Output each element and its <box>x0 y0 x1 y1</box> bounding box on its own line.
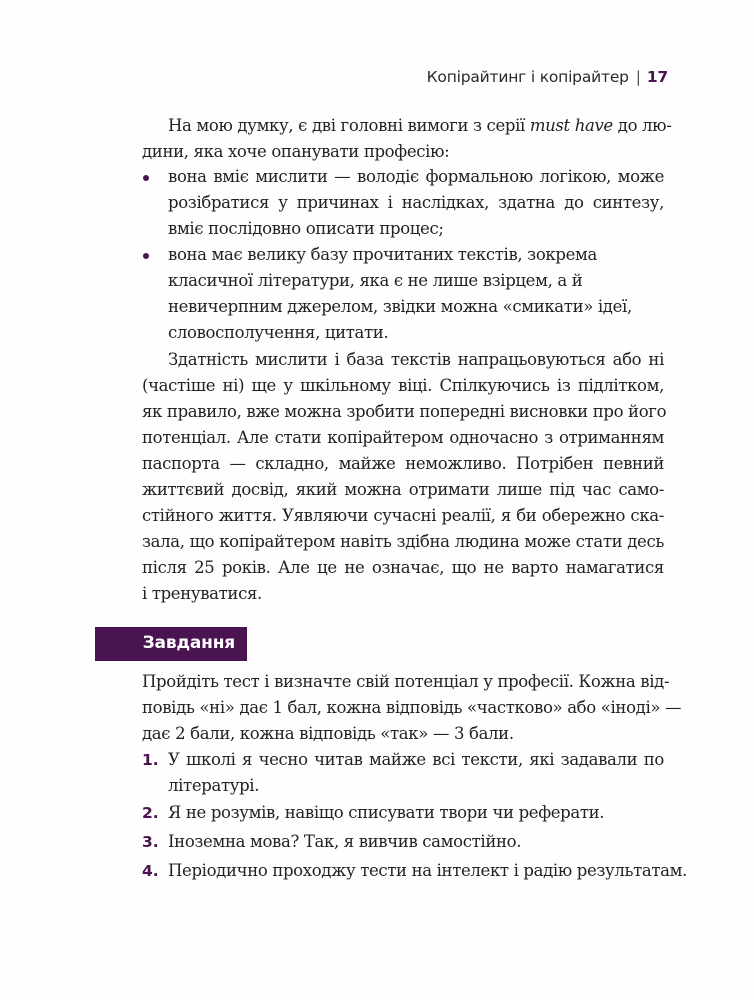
intro-line-2: дини, яка хоче опанувати професію: <box>142 142 450 161</box>
task-item-2-number: 2. <box>142 804 159 822</box>
task-heading: Завдання <box>142 633 235 653</box>
task-item-3-line-1: Іноземна мова? Так, я вивчив самостійно. <box>168 832 522 851</box>
bullet-1-line-1: вона вміє мислити — володіє формальною логікою, може <box>168 167 664 186</box>
task-item-2-line-1: Я не розумів, навіщо списувати твори чи реферати. <box>168 803 605 822</box>
intro-text: На мою думку, є дві головні вимоги з серії <box>168 116 530 135</box>
bullet-2-line-3: невичерпним джерелом, звідки можна «смикати» ідеї, <box>168 297 632 316</box>
para2-line-4: потенціал. Але стати копірайтером одночасно з отриманням <box>142 428 664 447</box>
task-heading-box <box>95 627 247 661</box>
para2-line-1: Здатність мислити і база текстів напрацьовуються або ні <box>168 350 664 369</box>
task-item-1-line-2: літературі. <box>168 776 260 795</box>
para2-line-8: зала, що копірайтером навіть здібна людина може стати десь <box>142 532 664 551</box>
task-item-3-number: 3. <box>142 833 159 851</box>
para2-line-6: життєвий досвід, який можна отримати лише під час само- <box>142 480 664 499</box>
running-header <box>427 68 668 86</box>
para2-line-5: паспорта — складно, майже неможливо. Потрібен певний <box>142 454 664 473</box>
intro-italic-term: must have <box>529 116 613 135</box>
bullet-icon <box>143 253 149 259</box>
bullet-2-line-1: вона має велику базу прочитаних текстів, зокрема <box>168 245 597 264</box>
header-separator: | <box>635 68 641 86</box>
bullet-2-line-4: словосполучення, цитати. <box>168 323 389 342</box>
para2-line-2: (частіше ні) ще у шкільному віці. Спілкуючись із підлітком, <box>142 376 664 395</box>
task-item-1-number: 1. <box>142 751 159 769</box>
task-intro-line-3: дає 2 бали, кожна відповідь «так» — 3 бали. <box>142 724 514 743</box>
para2-line-10: і тренуватися. <box>142 584 262 603</box>
bullet-1-line-2: розібратися у причинах і наслідках, здатна до синтезу, <box>168 193 664 212</box>
task-item-4-number: 4. <box>142 862 159 880</box>
running-title: Копірайтинг і копірайтер <box>426 68 629 86</box>
intro-text-tail: до лю- <box>612 116 672 135</box>
bullet-2-line-2: класичної літератури, яка є не лише взірцем, а й <box>168 271 583 290</box>
para2-line-3: як правило, вже можна зробити попередні висновки про його <box>142 402 667 421</box>
task-item-1-line-1: У школі я чесно читав майже всі тексти, які задавали по <box>168 750 664 769</box>
task-item-4-line-1: Періодично проходжу тести на інтелект і радію результатам. <box>168 861 688 880</box>
para2-line-9: після 25 років. Але це не означає, що не варто намагатися <box>142 558 664 577</box>
intro-line-1 <box>168 116 672 136</box>
task-intro-line-2: повідь «ні» дає 1 бал, кожна відповідь «частково» або «іноді» — <box>142 698 682 717</box>
task-intro-line-1: Пройдіть тест і визначте свій потенціал у професії. Кожна від- <box>142 672 670 691</box>
bullet-1-line-3: вміє послідовно описати процес; <box>168 219 444 238</box>
para2-line-7: стійного життя. Уявляючи сучасні реалії, я би обережно ска- <box>142 506 664 525</box>
bullet-icon <box>143 175 149 181</box>
page-number: 17 <box>646 68 668 86</box>
